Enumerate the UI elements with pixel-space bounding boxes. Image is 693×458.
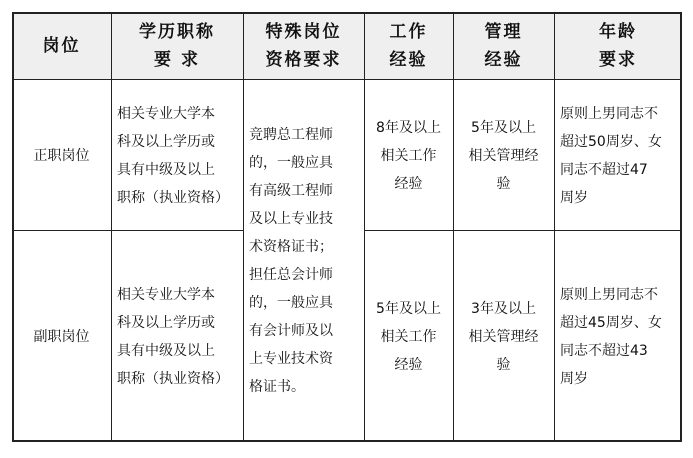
row2-education: [111, 231, 243, 442]
header-management-experience: [453, 12, 554, 80]
special-qualification-text: 竞聘总工程师 的，一般应具 有高级工程师 及以上专业技 术资格证书； 担任总会计师 的，一般应具 有会计师及以 上专业技术资 格证书。: [249, 127, 333, 395]
border-top: [12, 12, 682, 14]
row2-work-exp-text: 5年及以上 相关工作 经验: [376, 300, 441, 373]
border-row-right: [364, 230, 682, 231]
border-col-4: [453, 12, 454, 442]
border-col-5: [554, 12, 555, 442]
row1-mgmt-exp-text: 5年及以上 相关管理经 验: [468, 119, 539, 192]
header-work-experience: [364, 12, 453, 80]
header-education: [111, 12, 243, 80]
row2-management-experience: [453, 231, 554, 442]
row1-education: [111, 80, 243, 231]
row2-age: [554, 231, 682, 442]
header-mgmt-exp-text: 管理 经验: [484, 22, 523, 70]
border-right: [680, 12, 682, 442]
border-row-left: [12, 230, 243, 231]
row2-position: [12, 231, 111, 442]
row1-position: [12, 80, 111, 231]
row1-age: [554, 80, 682, 231]
requirements-table: [12, 12, 682, 442]
header-special-qualification: [243, 12, 364, 80]
border-left: [12, 12, 14, 442]
header-age-text: 年龄 要求: [599, 22, 637, 70]
row1-position-text: 正职岗位: [33, 147, 90, 164]
row2-work-experience: [364, 231, 453, 442]
header-position: [12, 12, 111, 80]
row2-education-text: 相关专业大学本 科及以上学历或 具有中级及以上 职称（执业资格）: [117, 286, 229, 387]
row2-mgmt-exp-text: 3年及以上 相关管理经 验: [468, 300, 539, 373]
border-bottom: [12, 440, 682, 442]
header-age: [554, 12, 682, 80]
header-education-text: 学历职称 要 求: [139, 22, 215, 70]
header-work-exp-text: 工作 经验: [389, 22, 428, 70]
row1-age-text: 原则上男同志不 超过50周岁、女 同志不超过47 周岁: [560, 105, 662, 206]
row1-education-text: 相关专业大学本 科及以上学历或 具有中级及以上 职称（执业资格）: [117, 105, 229, 206]
border-col-1: [111, 12, 112, 442]
header-position-text: 岗位: [42, 36, 81, 56]
row1-work-exp-text: 8年及以上 相关工作 经验: [376, 119, 441, 192]
row2-position-text: 副职岗位: [33, 328, 90, 345]
border-header: [12, 79, 682, 80]
border-col-2: [243, 12, 244, 442]
header-special-text: 特殊岗位 资格要求: [265, 22, 342, 70]
row1-management-experience: [453, 80, 554, 231]
border-col-3: [364, 12, 365, 442]
row2-age-text: 原则上男同志不 超过45周岁、女 同志不超过43 周岁: [560, 286, 662, 387]
row1-work-experience: [364, 80, 453, 231]
special-qualification-cell: [243, 80, 364, 442]
